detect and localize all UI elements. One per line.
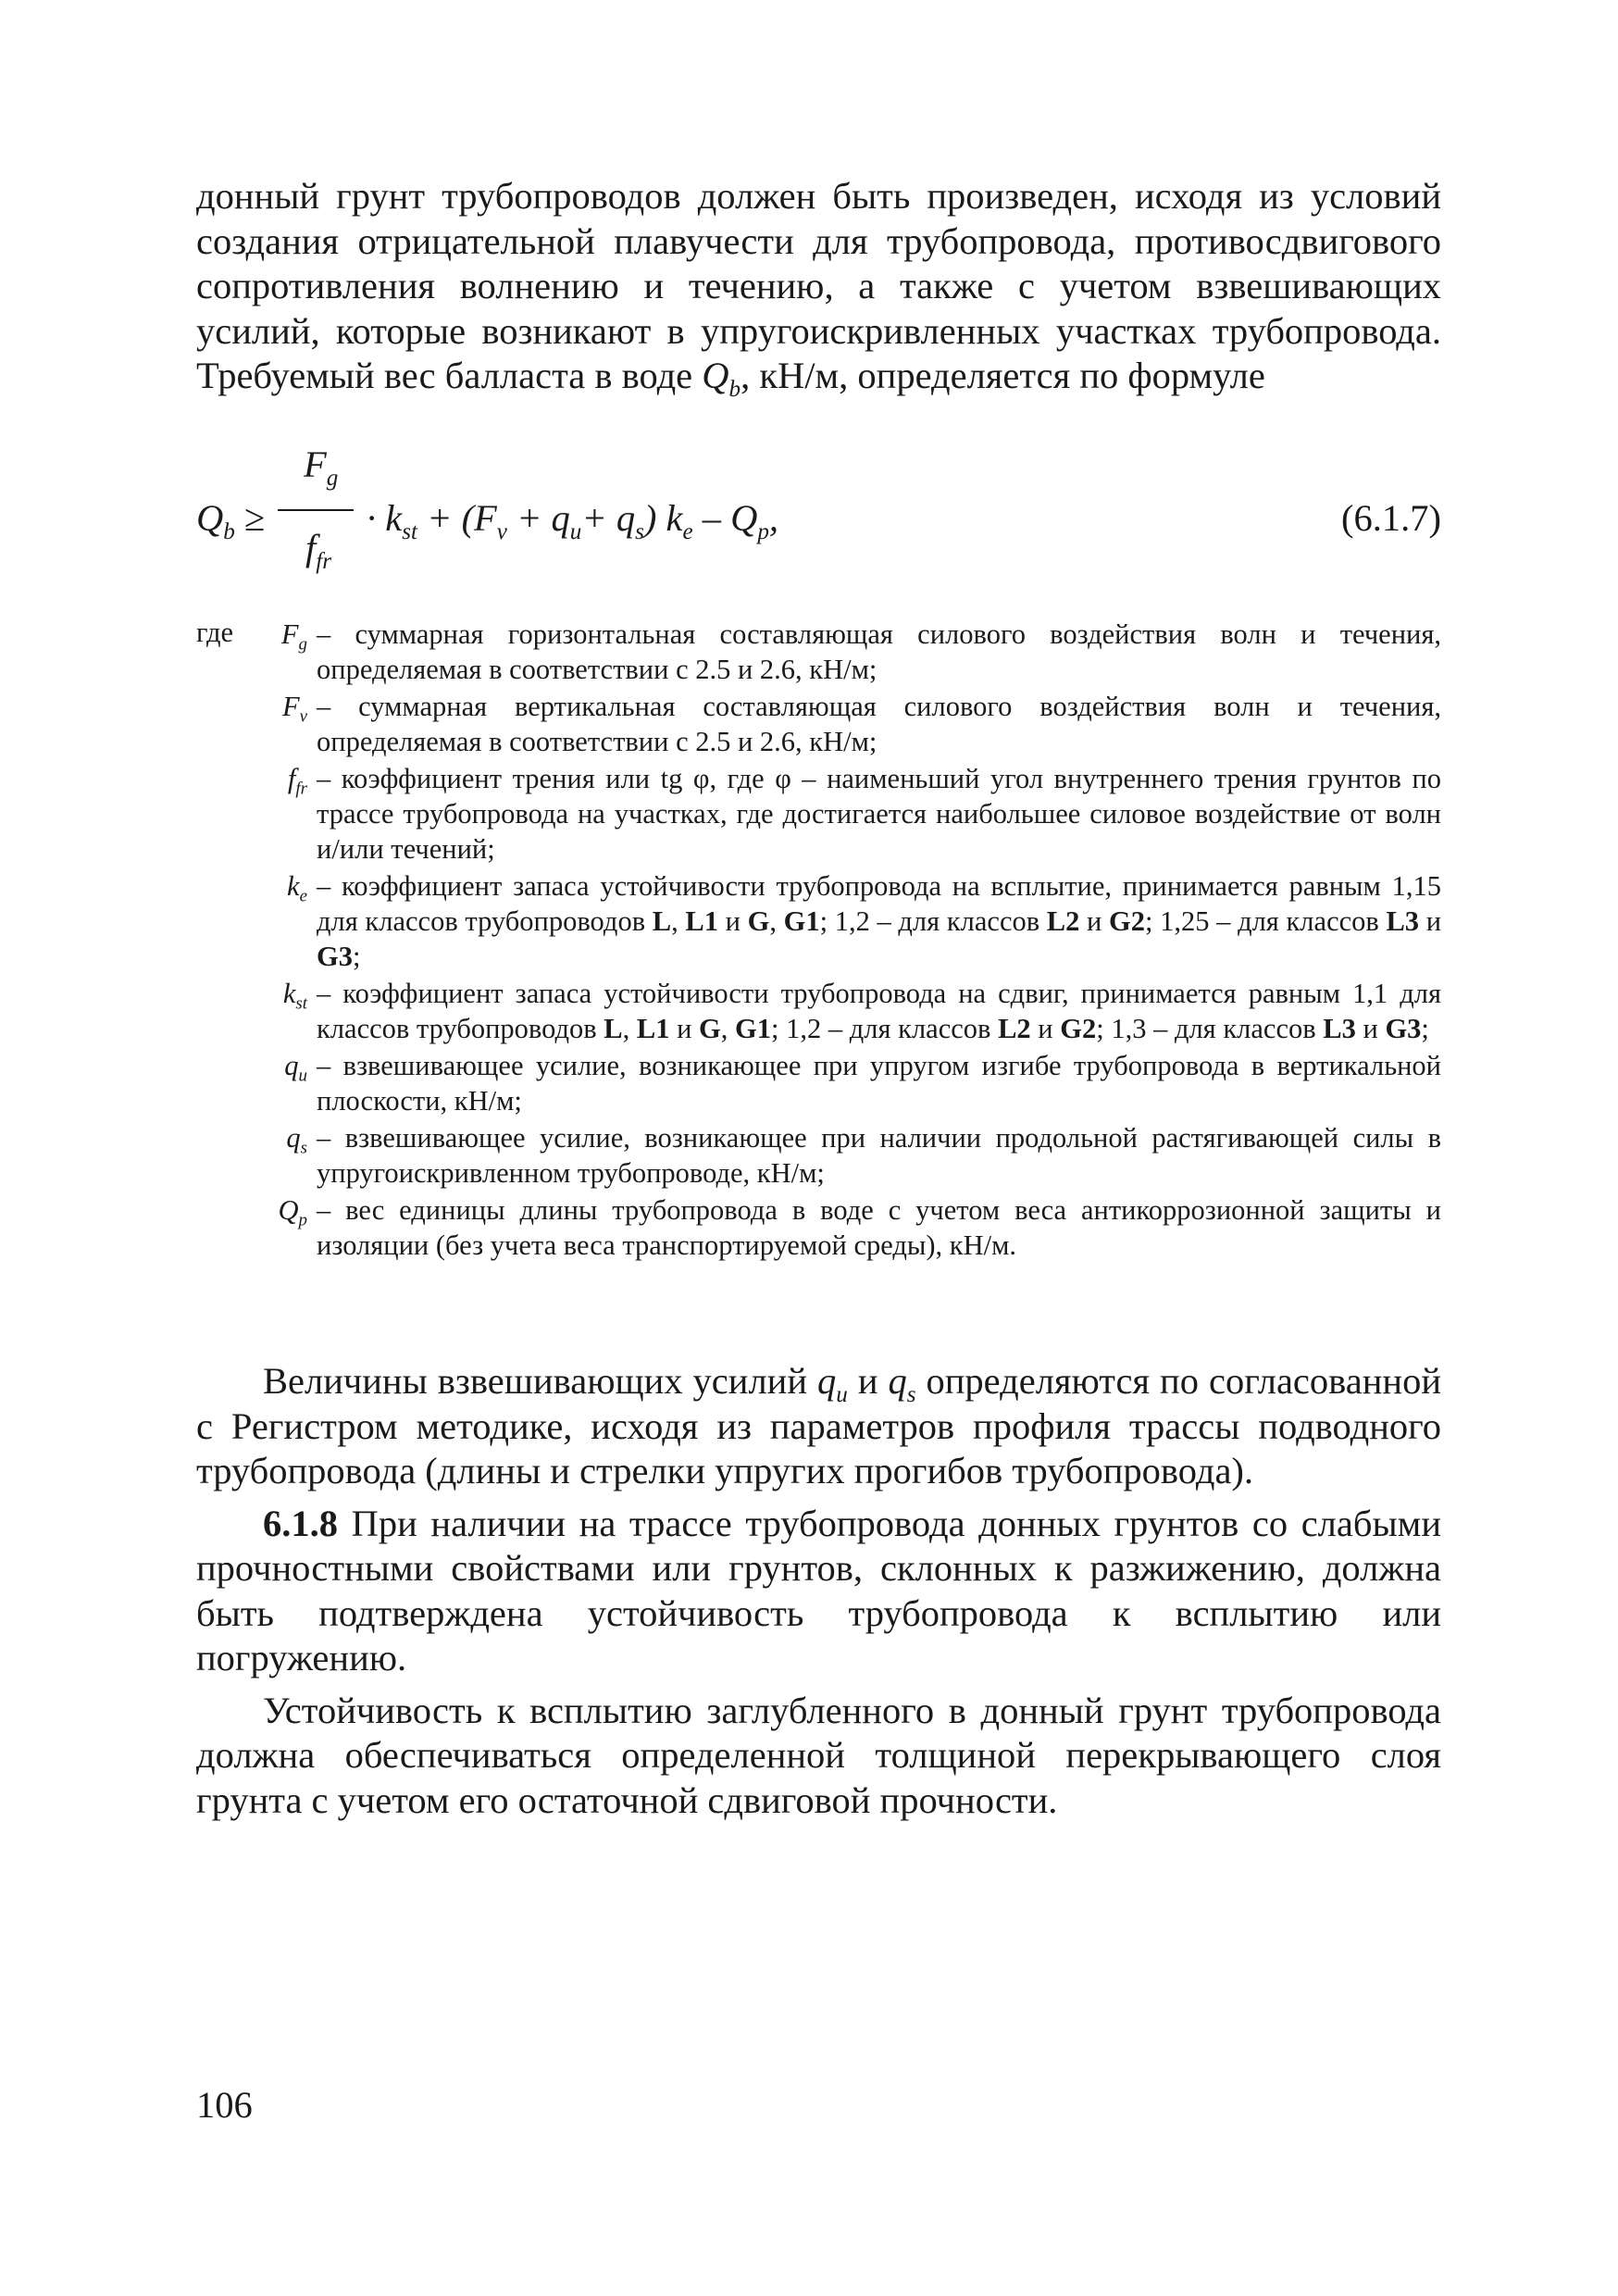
definition-text: – суммарная вертикальная составляющая силового воздействия волн и течения, определяемая в соответствии с 2.5 и 2.6, кН/м; xyxy=(317,691,1441,757)
definition-item xyxy=(196,1120,1441,1191)
definition-text: – коэффициент запаса устойчивости трубопровода на всплытие, принимается равным 1,15 для классов трубопроводов L, L1 и G, G1; 1,2 – для классов L2 и G2; 1,25 – для классов L3 и G3; xyxy=(317,870,1442,972)
fraction-bar xyxy=(278,509,354,511)
definitions-items xyxy=(196,617,1441,1263)
definitions-list xyxy=(196,615,1441,1265)
definition-item xyxy=(196,1048,1441,1118)
intro-text-end: , кН/м, определяется по формуле xyxy=(741,355,1265,396)
paragraph-stability: Устойчивость к всплытию заглубленного в донный грунт трубопровода должна обеспечиваться определенной толщиной перекрывающего слоя грунта с учетом его остаточной сдвиговой прочности. xyxy=(196,1689,1441,1821)
formula-denominator: $f_{fr}$ xyxy=(305,527,332,574)
formula-fraction xyxy=(278,443,361,600)
definition-text: – суммарная горизонтальная составляющая силового воздействия волн и течения, определяемая в соответствии с 2.5 и 2.6, кН/м; xyxy=(317,618,1441,685)
definition-symbol: $F_v$ xyxy=(281,691,307,727)
definition-item xyxy=(196,868,1441,974)
formula-number: (6.1.7) xyxy=(1341,497,1441,539)
definition-item xyxy=(196,1192,1441,1263)
paragraph-quantities: Величины взвешивающих усилий $q_u$ и $q_s$ определяются по согласованной с Регистром методике, исходя из параметров профиля трассы подводного трубопровода (длины и стрелки упругих прогибов трубопровода). xyxy=(196,1360,1441,1491)
definition-text: – коэффициент трения или tg φ, где φ – наименьший угол внутреннего трения грунтов по трассе трубопровода на участках, где достигается наибольшее силовое воздействие от волн и/или течений; xyxy=(317,763,1441,865)
definition-item xyxy=(196,617,1441,687)
definition-symbol: $k_e$ xyxy=(287,870,307,906)
formula-rhs: · $k_{st} + (F_v + q_u+ q_s)$ $k_e - Q_p$, xyxy=(367,497,779,544)
definition-symbol: $f_{fr}$ xyxy=(287,763,307,799)
definition-text: – коэффициент запаса устойчивости трубопровода на сдвиг, принимается равным 1,1 для классов трубопроводов L, L1 и G, G1; 1,2 – для классов L2 и G2; 1,3 – для классов L3 и G3; xyxy=(317,978,1441,1044)
definition-item xyxy=(196,761,1441,867)
formula-lhs: $Q_b$ ≥ xyxy=(196,497,266,544)
page-number: 106 xyxy=(196,2084,253,2126)
paragraph-6-1-8: 6.1.8 При наличии на трассе трубопровода донных грунтов со слабыми прочностными свойствами или грунтов, склонных к разжижению, должна быть подтверждена устойчивость трубопровода к всплытию или погружению. xyxy=(196,1502,1441,1678)
definition-symbol: $q_s$ xyxy=(286,1122,307,1158)
intro-paragraph xyxy=(196,174,1441,402)
definition-symbol: $Q_p$ xyxy=(278,1194,307,1230)
definition-symbol: $F_g$ xyxy=(280,618,307,655)
intro-symbol: $Q_b$ xyxy=(702,355,741,402)
definition-item xyxy=(196,689,1441,759)
definition-text: – взвешивающее усилие, возникающее при наличии продольной растягивающей силы в упругоискривленном трубопроводе, кН/м; xyxy=(317,1122,1441,1189)
definition-symbol: $k_{st}$ xyxy=(282,978,307,1014)
intro-text: донный грунт трубопроводов должен быть произведен, исходя из условий создания отрицательной плавучести для трубопровода, противосдвигового сопротивления волнению и течению, а также с учетом взвешивающих усилий, которые возникают в упругоискривленных участках трубопровода. Требуемый вес балласта в воде xyxy=(196,175,1441,396)
body-text xyxy=(196,1359,1441,1830)
formula-6-1-7 xyxy=(196,443,1441,600)
definition-text: – взвешивающее усилие, возникающее при упругом изгибе трубопровода в вертикальной плоскости, кН/м; xyxy=(317,1050,1441,1117)
section-number: 6.1.8 xyxy=(263,1502,338,1544)
definition-item xyxy=(196,976,1441,1046)
where-label: где xyxy=(196,617,234,648)
definition-symbol: $q_u$ xyxy=(284,1050,307,1086)
formula-numerator: $F_g$ xyxy=(304,443,339,491)
definition-text: – вес единицы длины трубопровода в воде с учетом веса антикоррозионной защиты и изоляции (без учета веса транспортируемой среды), кН/м. xyxy=(317,1194,1441,1261)
